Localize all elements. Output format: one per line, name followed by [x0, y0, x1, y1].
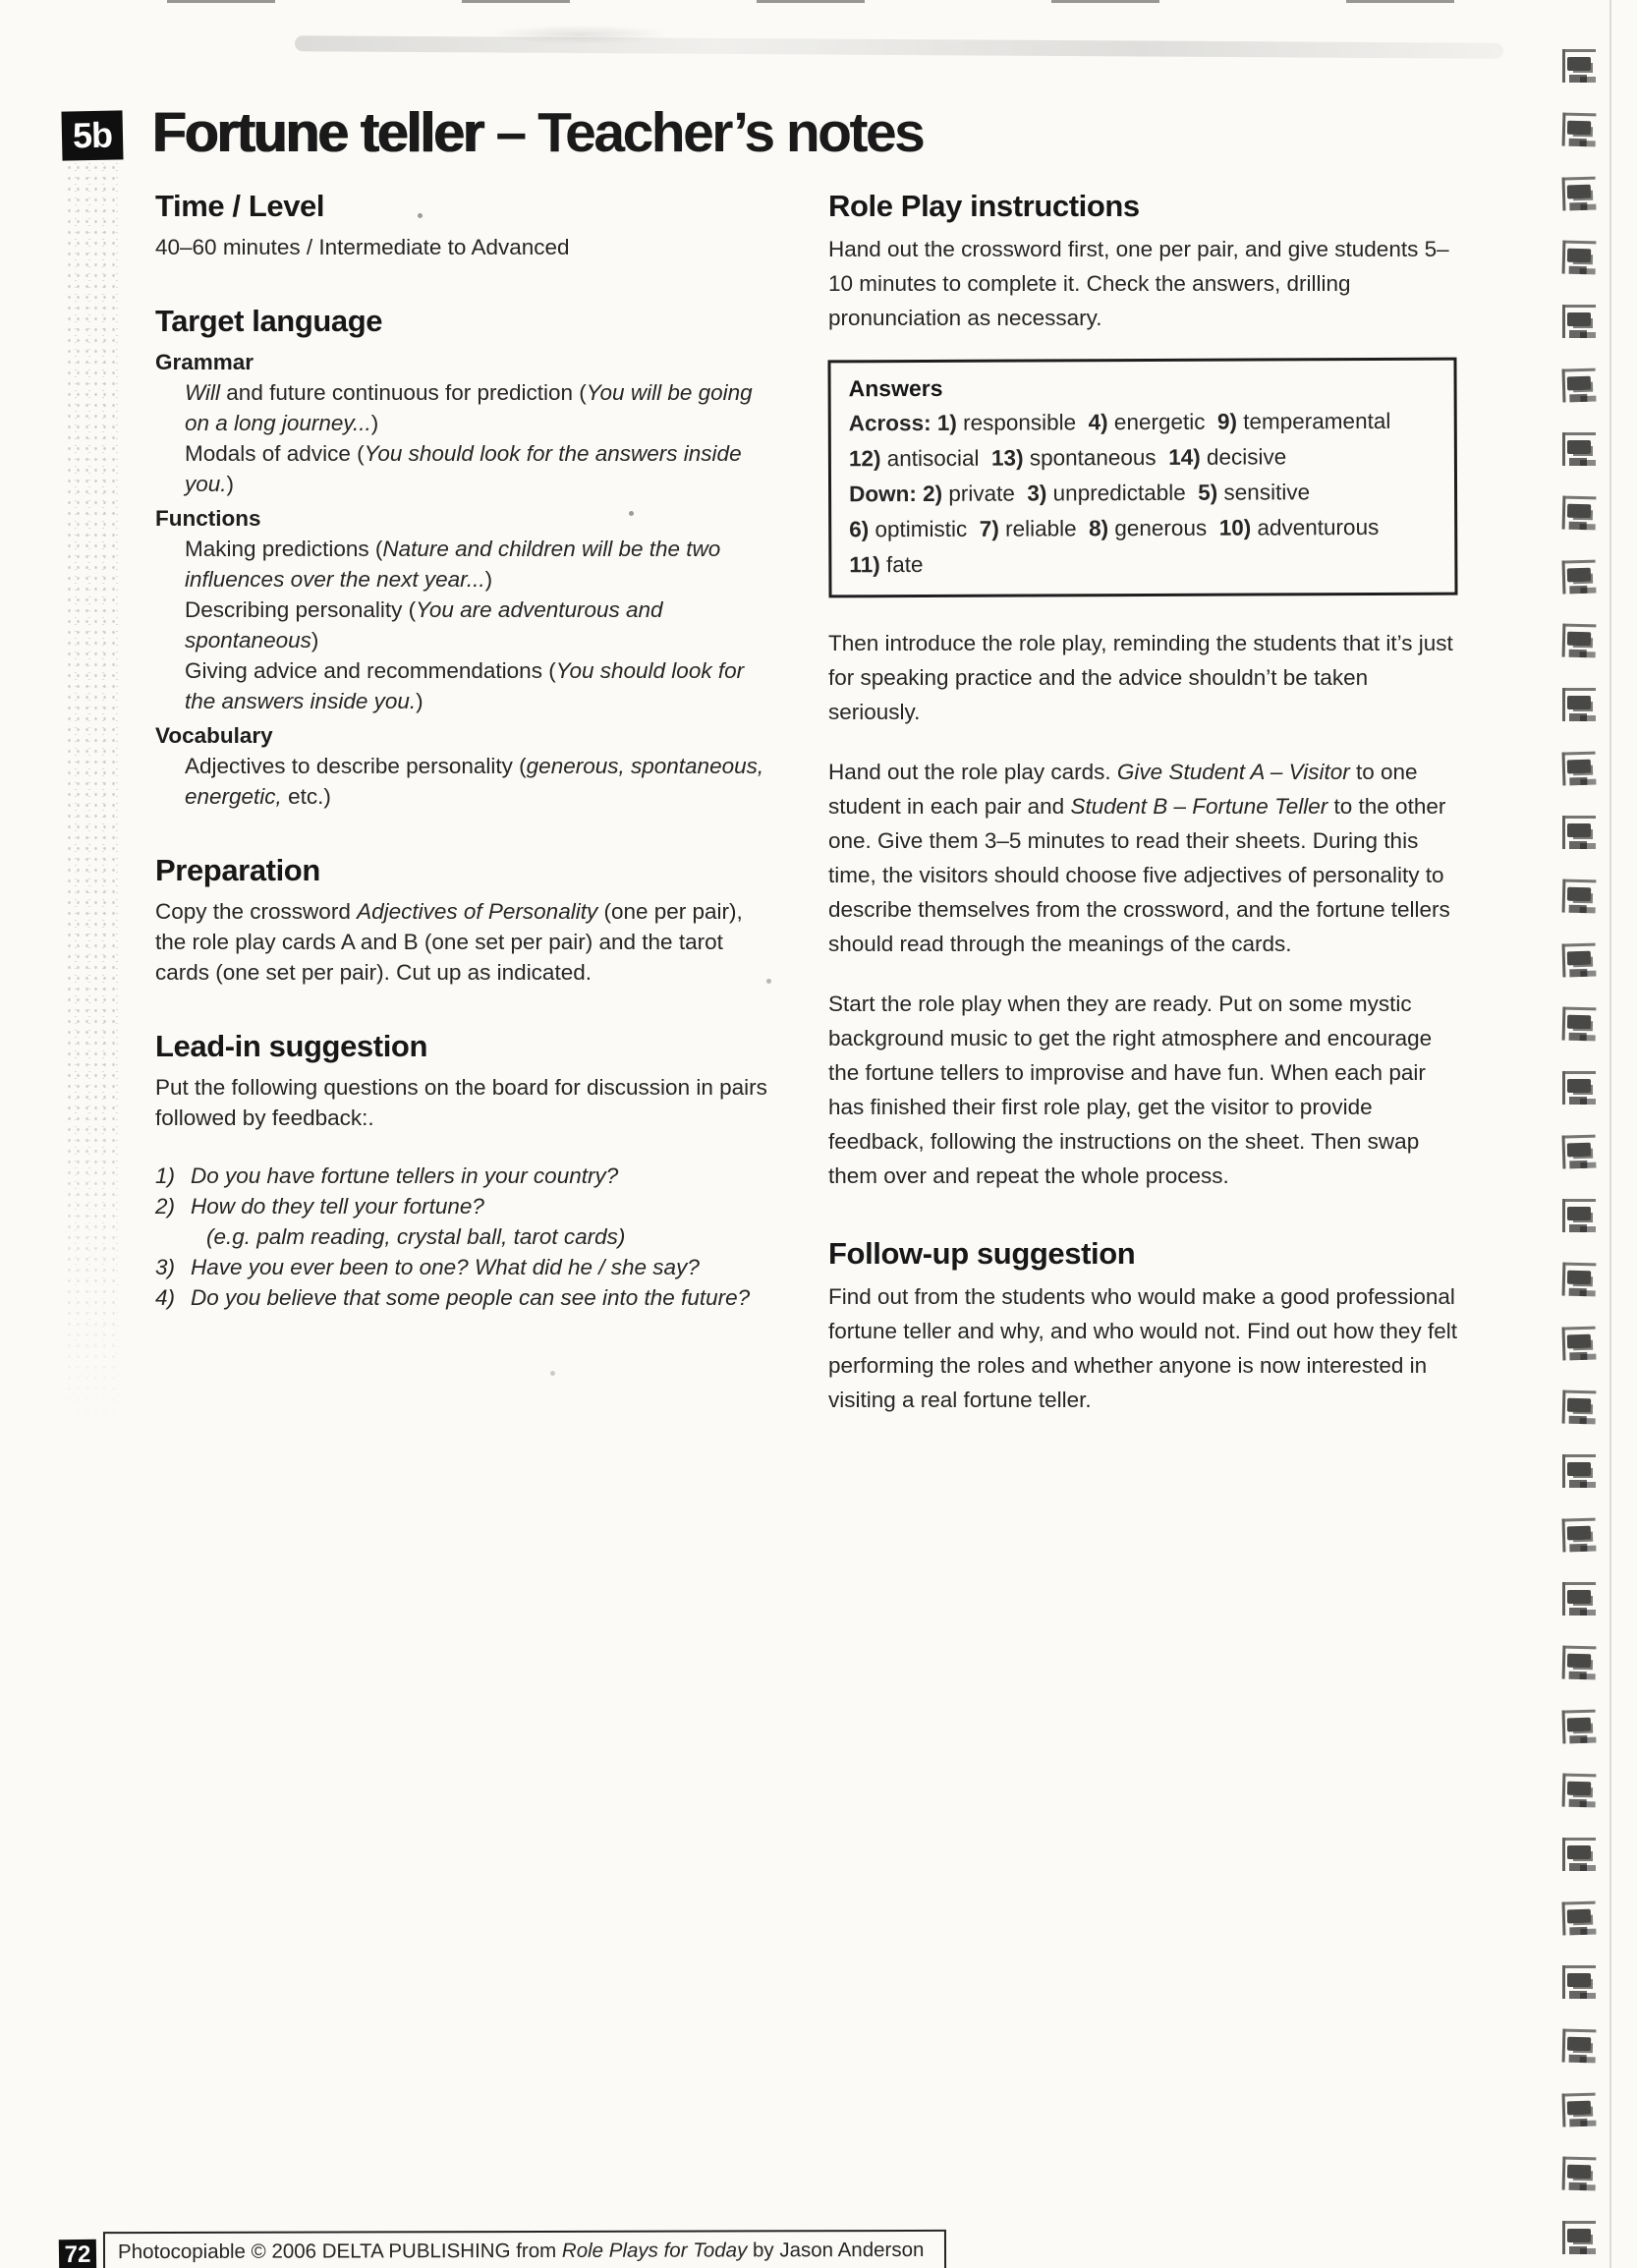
binding-mark-icon: [1562, 1838, 1599, 1871]
group-label: Functions: [155, 506, 261, 531]
follow-up-heading: Follow-up suggestion: [828, 1236, 1136, 1271]
section-target-language: [155, 304, 776, 812]
page-number-badge: [59, 2240, 96, 2268]
page-edge-line: [1609, 0, 1611, 2268]
credit-text: Photocopiable © 2006 DELTA PUBLISHING from Role Plays for Today by Jason Anderson: [117, 2238, 925, 2264]
binding-mark-icon: [1562, 241, 1600, 275]
section-role-play: [828, 189, 1457, 1193]
binding-mark-icon: [1562, 751, 1600, 785]
binding-mark-icon: [1562, 1134, 1600, 1168]
section-preparation: [155, 853, 776, 988]
binding-mark-icon: [1562, 368, 1600, 402]
role-play-paragraph: Hand out the crossword first, one per pair, and give students 5–10 minutes to complete it. Check the answers, drilling pronunciation as necessary.: [828, 237, 1449, 330]
binding-mark-icon: [1562, 816, 1599, 849]
binding-mark-icon: [1562, 496, 1600, 531]
role-play-heading: Role Play instructions: [828, 189, 1140, 223]
scan-edge-line: [167, 0, 1454, 3]
binding-mark-icon: [1562, 1709, 1600, 1743]
binding-mark-icon: [1562, 879, 1600, 914]
answers-title: Answers: [848, 374, 943, 402]
left-column: [155, 189, 776, 1313]
target-language-item: Describing personality (You are adventurous and spontaneous): [185, 597, 663, 652]
list-item-text: Do you believe that some people can see into the future?: [191, 1285, 751, 1310]
list-item: [155, 1282, 776, 1313]
binding-mark-icon: [1562, 2221, 1599, 2254]
right-column: [828, 189, 1457, 1417]
scan-smudge: [462, 22, 698, 47]
list-item-number: 2): [155, 1194, 176, 1219]
page-title-suffix: – Teacher’s notes: [482, 101, 924, 164]
binding-mark-icon: [1562, 2029, 1600, 2064]
binding-mark-icon: [1562, 113, 1600, 147]
preparation-body: Copy the crossword Adjectives of Personality (one per pair), the role play cards A and B (one set per pair) and the tarot cards (one set per pair). Cut up as indicated.: [155, 899, 743, 985]
binding-mark-icon: [1562, 2092, 1600, 2126]
answers-line: 11) fate: [849, 551, 924, 578]
binding-mark-icon: [1562, 688, 1599, 721]
group-label: Vocabulary: [155, 723, 273, 748]
binding-mark-icon: [1562, 2157, 1600, 2191]
page-title: [152, 100, 923, 165]
list-item: [155, 1252, 776, 1282]
binding-mark-icon: [1562, 1454, 1599, 1488]
list-item-number: 1): [155, 1163, 176, 1188]
target-language-group-grammar: [155, 347, 776, 499]
answers-line: Across: 1) responsible 4) energetic 9) temperamental: [848, 408, 1391, 436]
role-play-paragraph: Start the role play when they are ready. Put on some mystic background music to get the right atmosphere and encourage the fortune tellers to improvise and have fun. When each pair has finished their first role play, get the visitor to provide feedback, following the instructions on the sheet. Then swap them over and repeat the whole process.: [828, 992, 1433, 1188]
section-time-level: [155, 189, 776, 262]
scan-speck: [550, 1371, 555, 1376]
time-level-heading: Time / Level: [155, 189, 325, 223]
target-language-item: Giving advice and recommendations (You should look for the answers inside you.): [185, 658, 745, 713]
binding-mark-icon: [1562, 1390, 1600, 1425]
credit-box: [103, 2230, 946, 2268]
target-language-group-functions: [155, 503, 776, 716]
binding-mark-icon: [1562, 1965, 1599, 1999]
list-item: [155, 1191, 776, 1252]
binding-mark-icon: [1562, 176, 1600, 210]
target-language-item: Making predictions (Nature and children will be the two influences over the next year...): [185, 537, 721, 592]
section-follow-up: [828, 1236, 1457, 1417]
binding-mark-icon: [1562, 1582, 1599, 1616]
binding-mark-icon: [1562, 1900, 1600, 1935]
list-item-text: Have you ever been to one? What did he / she say?: [191, 1255, 700, 1279]
lead-in-heading: Lead-in suggestion: [155, 1029, 427, 1063]
role-play-paragraph: Hand out the role play cards. Give Student A – Visitor to one student in each pair and Student B – Fortune Teller to the other one. Give them 3–5 minutes to read their sheets. During this time, the visitors should choose five adjectives of personality to describe themselves from the crossword, and the fortune tellers should read through the meanings of the cards.: [828, 760, 1450, 956]
binding-mark-icon: [1562, 559, 1600, 594]
binding-mark-icon: [1562, 1517, 1600, 1552]
list-item-number: 4): [155, 1285, 176, 1310]
target-language-item: Modals of advice (You should look for the answers inside you.): [185, 441, 742, 496]
binding-mark-icon: [1562, 942, 1600, 977]
page-number: 72: [64, 2240, 91, 2268]
unit-badge-label: 5b: [72, 114, 113, 156]
binding-mark-icon: [1562, 1263, 1600, 1297]
binding-mark-icon: [1562, 1774, 1600, 1808]
binding-mark-icon: [1562, 624, 1600, 658]
answers-line: 12) antisocial 13) spontaneous 14) decisive: [848, 444, 1287, 472]
list-item: [155, 1161, 776, 1191]
list-item-text: Do you have fortune tellers in your country?: [191, 1163, 619, 1188]
binding-mark-icon: [1562, 1646, 1600, 1680]
list-item-number: 3): [155, 1255, 176, 1279]
lead-in-intro: Put the following questions on the board for discussion in pairs followed by feedback:.: [155, 1075, 767, 1130]
list-item-text: How do they tell your fortune?: [191, 1194, 484, 1219]
binding-mark-icon: [1562, 49, 1599, 83]
section-lead-in: [155, 1029, 776, 1313]
binding-mark-icon: [1562, 432, 1599, 466]
unit-badge: [61, 110, 123, 160]
binding-mark-icon: [1562, 305, 1599, 338]
answers-line: 6) optimistic 7) reliable 8) generous 10) adventurous: [849, 514, 1380, 542]
binding-mark-icon: [1562, 1007, 1600, 1042]
target-language-item: Will and future continuous for prediction (You will be going on a long journey...): [185, 380, 753, 435]
lead-in-question-list: [155, 1161, 776, 1313]
binding-mark-icon: [1562, 1326, 1600, 1360]
binding-mark-icon: [1562, 1071, 1599, 1105]
role-play-paragraph: Then introduce the role play, reminding the students that it’s just for speaking practice and the advice shouldn’t be taken seriously.: [828, 631, 1453, 724]
scan-speckle-band: [65, 162, 118, 1430]
page-title-main: Fortune teller: [152, 101, 483, 164]
answers-line: Down: 2) private 3) unpredictable 5) sensitive: [849, 480, 1311, 507]
preparation-heading: Preparation: [155, 853, 320, 887]
follow-up-body: Find out from the students who would make a good professional fortune teller and why, and who would not. Find out how they felt performing the roles and whether anyone is now interested in visiting a real fortune teller.: [828, 1284, 1457, 1412]
answers-box: [827, 358, 1457, 598]
target-language-heading: Target language: [155, 304, 383, 338]
binding-mark-icon: [1562, 1199, 1599, 1232]
target-language-group-vocabulary: [155, 720, 776, 812]
list-item-subtext: (e.g. palm reading, crystal ball, tarot cards): [206, 1224, 626, 1249]
target-language-item: Adjectives to describe personality (generous, spontaneous, energetic, etc.): [185, 754, 764, 809]
group-label: Grammar: [155, 350, 254, 374]
time-level-value: 40–60 minutes / Intermediate to Advanced: [155, 235, 570, 259]
